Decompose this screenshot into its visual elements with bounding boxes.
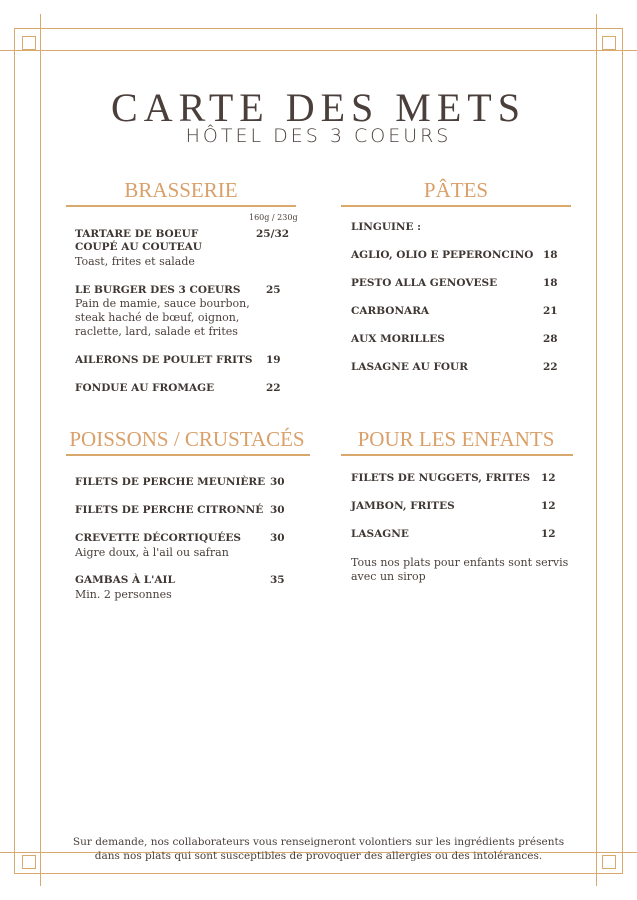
menu-item-price: 28 (543, 333, 558, 345)
enfants-note: avec un sirop (351, 570, 426, 583)
menu-item-description: steak haché de bœuf, oignon, (75, 311, 240, 324)
menu-item-name: AGLIO, OLIO E PEPERONCINO (351, 249, 534, 261)
menu-item-price: 18 (543, 277, 558, 289)
menu-item-price: 22 (543, 361, 558, 373)
section-rule (66, 205, 296, 207)
menu-item-name: CREVETTE DÉCORTIQUÉES (75, 532, 241, 544)
menu-item-name: PESTO ALLA GENOVESE (351, 277, 498, 289)
menu-item-description: Toast, frites et salade (75, 255, 195, 268)
menu-item-name: FILETS DE PERCHE CITRONNÉ (75, 504, 264, 516)
menu-item-price: 21 (543, 305, 558, 317)
menu-item-price: 12 (541, 528, 556, 540)
section-heading-pates: PÂTES (423, 178, 489, 202)
footer-line: dans nos plats qui sont susceptibles de provoquer des allergies ou des intolérances. (94, 850, 543, 862)
page-title: CARTE DES METS (111, 85, 526, 130)
menu-item-price: 35 (270, 574, 285, 586)
menu-item-description: Aigre doux, à l'ail ou safran (75, 546, 229, 559)
section-heading-enfants: POUR LES ENFANTS (357, 427, 555, 451)
menu-item-price: 25 (266, 284, 281, 296)
enfants-note: Tous nos plats pour enfants sont servis (351, 556, 569, 569)
menu-item-name: AILERONS DE POULET FRITS (75, 354, 253, 366)
menu-item-price: 19 (266, 354, 281, 366)
section-rule (341, 454, 573, 456)
menu-item-description: Pain de mamie, sauce bourbon, (75, 297, 250, 310)
menu-item-name: FONDUE AU FROMAGE (75, 382, 215, 394)
menu-item-name: GAMBAS À L'AIL (75, 574, 175, 586)
section-heading-poissons: POISSONS / CRUSTACÉS (69, 427, 305, 451)
portion-note: 160g / 230g (249, 213, 298, 222)
menu-item-name: FILETS DE PERCHE MEUNIÈRE (75, 476, 266, 488)
section-heading-brasserie: BRASSERIE (124, 178, 238, 202)
section-rule (341, 205, 571, 207)
menu-item-price: 12 (541, 500, 556, 512)
menu-item-name: COUPÉ AU COUTEAU (75, 241, 202, 253)
menu-subheading-linguine: LINGUINE : (351, 221, 422, 233)
menu-item-name: LE BURGER DES 3 COEURS (75, 284, 241, 296)
section-rule (66, 454, 310, 456)
menu-item-name: CARBONARA (351, 305, 430, 317)
menu-item-price: 25/32 (256, 228, 290, 240)
menu-item-price: 30 (270, 476, 285, 488)
menu-item-description: raclette, lard, salade et frites (75, 325, 238, 338)
menu-item-price: 22 (266, 382, 281, 394)
menu-item-price: 12 (541, 472, 556, 484)
allergen-footer (60, 835, 577, 863)
page-subtitle: HÔTEL DES 3 COEURS (185, 125, 452, 147)
menu-item-name: LASAGNE AU FOUR (351, 361, 468, 373)
menu-item-price: 30 (270, 504, 285, 516)
menu-item-name: TARTARE DE BOEUF (75, 228, 199, 240)
menu-item-name: JAMBON, FRITES (351, 500, 455, 512)
menu-item-price: 30 (270, 532, 285, 544)
menu-item-price: 18 (543, 249, 558, 261)
menu-item-name: FILETS DE NUGGETS, FRITES (351, 472, 531, 484)
menu-item-description: Min. 2 personnes (75, 588, 172, 601)
footer-line: Sur demande, nos collaborateurs vous renseigneront volontiers sur les ingrédients présents (72, 836, 565, 848)
menu-item-name: LASAGNE (351, 528, 409, 540)
menu-item-name: AUX MORILLES (351, 333, 445, 345)
